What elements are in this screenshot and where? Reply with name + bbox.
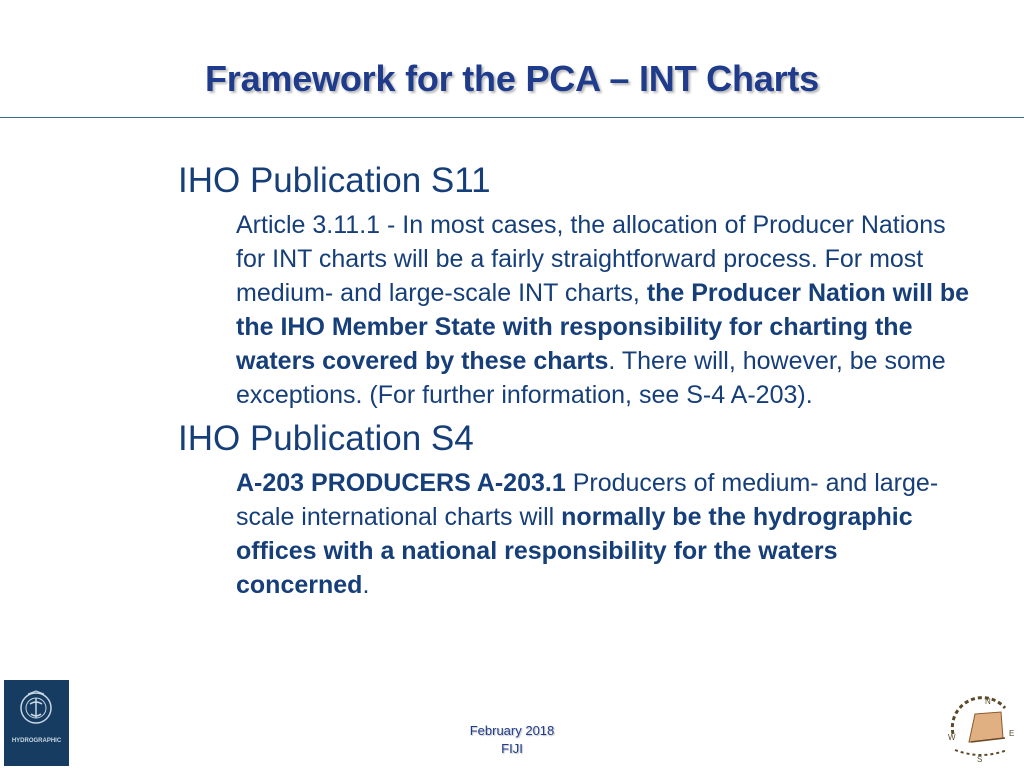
slide-content	[178, 160, 978, 606]
s4-paragraph	[236, 466, 976, 602]
s4-bold-2: normally be the hydrographic offices with a national responsibility for the waters concerned	[236, 503, 913, 599]
s11-paragraph	[236, 208, 976, 412]
compass-n: N	[985, 697, 991, 706]
compass-w: W	[948, 733, 956, 742]
s11-text-2: . There will, however, be some exceptions. (For further information, see S-4 A-203).	[236, 347, 946, 409]
compass-s: S	[977, 755, 983, 764]
logo-left-text: HYDROGRAPHIC	[11, 738, 62, 744]
s4-bold-1: A-203 PRODUCERS A-203.1	[236, 469, 566, 497]
s4-text-2: .	[362, 571, 370, 599]
footer-date: February 2018	[469, 723, 555, 738]
slide-title: Framework for the PCA – INT Charts	[205, 58, 819, 99]
s11-text-1: Article 3.11.1 - In most cases, the allocation of Producer Nations for INT charts will be a fairly straightforward process. For most medium- and large-scale INT charts,	[236, 211, 946, 307]
footer-location: FIJI	[501, 741, 523, 756]
footer	[0, 722, 1024, 758]
s11-bold-1: the Producer Nation will be the IHO Member State with responsibility for charting the waters covered by these charts	[236, 279, 970, 375]
s4-text-1: Producers of medium- and large-scale international charts will	[236, 469, 939, 531]
s4-heading: IHO Publication S4	[178, 419, 474, 458]
compass-e: E	[1009, 729, 1015, 738]
title-divider	[0, 117, 1024, 118]
s11-heading: IHO Publication S11	[178, 161, 491, 200]
compass-logo-icon	[945, 694, 1019, 766]
